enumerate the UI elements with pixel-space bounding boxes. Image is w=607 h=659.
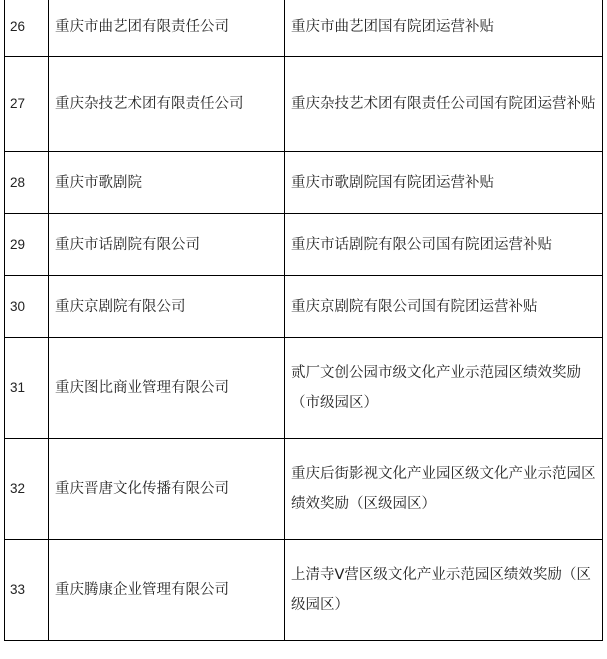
table-row: [5, 338, 603, 439]
table-row: [5, 152, 603, 214]
company-name: 重庆杂技艺术团有限责任公司: [49, 57, 285, 152]
row-number: 26: [5, 0, 49, 57]
row-number: 31: [5, 338, 49, 439]
project-name: 重庆杂技艺术团有限责任公司国有院团运营补贴: [285, 57, 603, 152]
project-name: 重庆市歌剧院国有院团运营补贴: [285, 152, 603, 214]
project-name: 重庆市话剧院有限公司国有院团运营补贴: [285, 214, 603, 276]
company-name: 重庆京剧院有限公司: [49, 276, 285, 338]
company-name: 重庆市歌剧院: [49, 152, 285, 214]
company-name: 重庆腾康企业管理有限公司: [49, 540, 285, 641]
company-name: 重庆市话剧院有限公司: [49, 214, 285, 276]
table-row: [5, 57, 603, 152]
row-number: 33: [5, 540, 49, 641]
row-number: 28: [5, 152, 49, 214]
row-number: 29: [5, 214, 49, 276]
row-number: 27: [5, 57, 49, 152]
table-row: [5, 0, 603, 57]
project-name: 上清寺V营区级文化产业示范园区绩效奖励（区级园区）: [285, 540, 603, 641]
row-number: 30: [5, 276, 49, 338]
subsidy-table: [4, 0, 603, 641]
company-name: 重庆图比商业管理有限公司: [49, 338, 285, 439]
table-row: [5, 540, 603, 641]
project-name: 重庆市曲艺团国有院团运营补贴: [285, 0, 603, 57]
table-row: [5, 439, 603, 540]
company-name: 重庆晋唐文化传播有限公司: [49, 439, 285, 540]
table-row: [5, 214, 603, 276]
project-name: 重庆后街影视文化产业园区级文化产业示范园区绩效奖励（区级园区）: [285, 439, 603, 540]
company-name: 重庆市曲艺团有限责任公司: [49, 0, 285, 57]
project-name: 贰厂文创公园市级文化产业示范园区绩效奖励（市级园区）: [285, 338, 603, 439]
table-row: [5, 276, 603, 338]
row-number: 32: [5, 439, 49, 540]
project-name: 重庆京剧院有限公司国有院团运营补贴: [285, 276, 603, 338]
